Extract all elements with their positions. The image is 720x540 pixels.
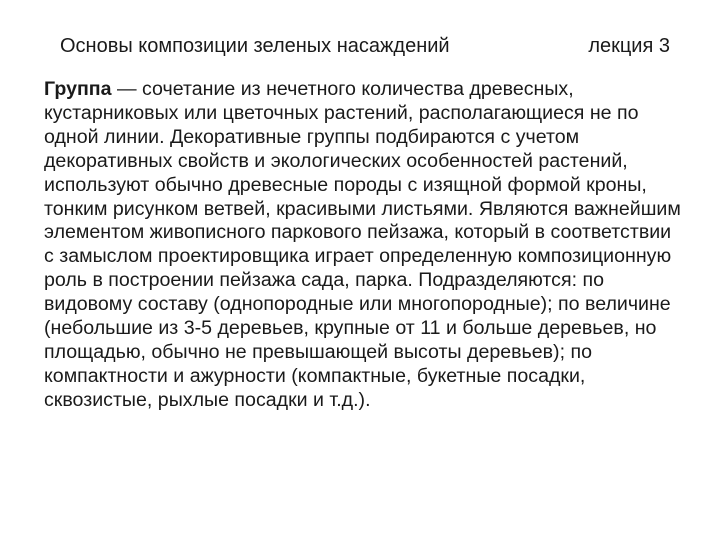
course-title: Основы композиции зеленых насаждений — [60, 35, 450, 57]
definition-paragraph — [44, 78, 686, 413]
definition-text: — сочетание из нечетного количества древесных, кустарниковых или цветочных растений, располагающиеся не по одной линии. Декоративные группы подбираются с учетом декоративных свойств и экологических особенностей растений, используют обычно древесные породы с изящной формой кроны, тонким рисунком ветвей, красивыми листьями. Являются важнейшим элементом живописного паркового пейзажа, который в соответствии с замыслом проектировщика играет определенную композиционную роль в построении пейзажа сада, парка. Подразделяются: по видовому составу (однопородные или многопородные); по величине (небольшие из 3-5 деревьев, крупные от 11 и больше деревьев, но площадью, обычно не превышающей высоты деревьев); по компактности и ажурности (компактные, букетные посадки, сквозистые, рыхлые посадки и т.д.). — [44, 78, 681, 411]
slide-header — [60, 33, 670, 59]
lecture-number: лекция 3 — [588, 35, 670, 57]
defined-term: Группа — [44, 78, 112, 100]
